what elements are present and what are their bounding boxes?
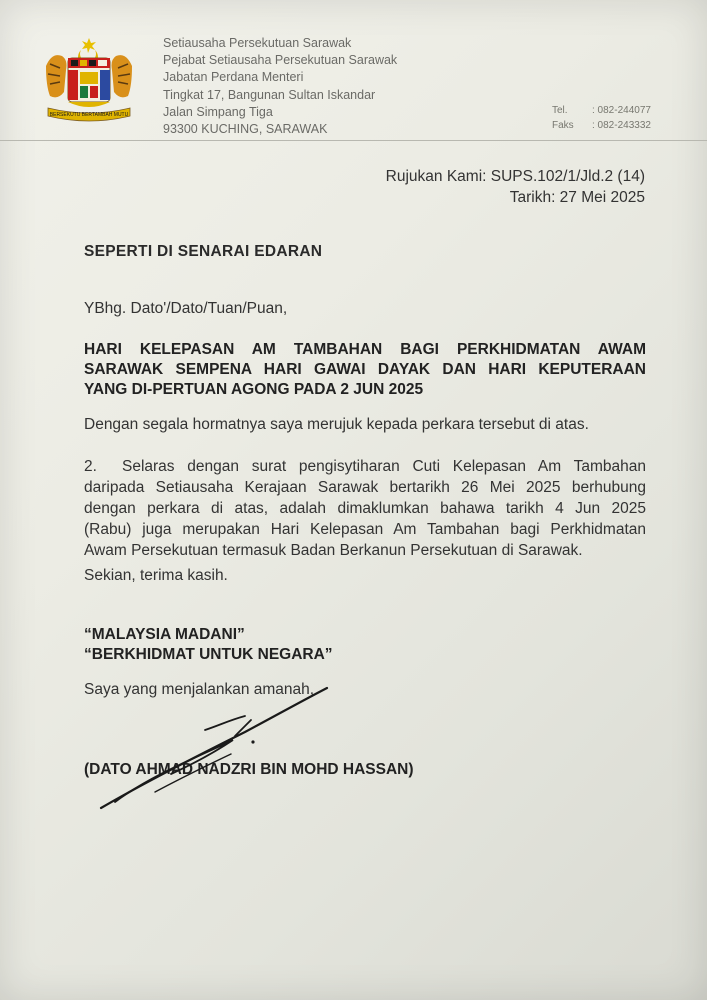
malaysia-coat-of-arms-icon — [38, 36, 140, 122]
reference-number: Rujukan Kami: SUPS.102/1/Jld.2 (14) — [385, 168, 645, 185]
letterhead-line: 93300 KUCHING, SARAWAK — [163, 122, 328, 137]
signer-name: (DATO AHMAD NADZRI BIN MOHD HASSAN) — [84, 761, 414, 778]
letterhead-line: Jalan Simpang Tiga — [163, 104, 273, 119]
paragraph-2-line-1 — [84, 456, 646, 477]
letterhead-divider — [0, 140, 707, 141]
subject-heading — [84, 340, 646, 400]
letterhead-line: Pejabat Setiausaha Persekutuan Sarawak — [163, 53, 398, 68]
closing-line: Sekian, terima kasih. — [84, 567, 228, 584]
crest-motto: BERSEKUTU BERTAMBAH MUTU — [49, 112, 129, 118]
salutation: YBhg. Dato'/Dato/Tuan/Puan, — [84, 300, 288, 317]
paragraph-number: 2. — [84, 458, 97, 475]
handwritten-signature — [95, 680, 355, 820]
paragraph-1: Dengan segala hormatnya saya merujuk kepada perkara tersebut di atas. — [84, 416, 589, 433]
letterhead-line: Setiausaha Persekutuan Sarawak — [163, 36, 352, 50]
fax-label: Faks — [552, 120, 574, 131]
motto-block — [84, 625, 333, 665]
subject-line: HARI KELEPASAN AM TAMBAHAN BAGI PERKHIDMATAN AWAM — [84, 341, 646, 358]
letterhead-contact — [552, 103, 651, 133]
letterhead-line: Tingkat 17, Bangunan Sultan Iskandar — [163, 87, 376, 102]
tel-value: : 082-244077 — [592, 105, 651, 116]
fax-value: : 082-243332 — [592, 120, 651, 131]
reference-block — [386, 166, 645, 208]
motto-line: “BERKHIDMAT UNTUK NEGARA” — [84, 646, 333, 663]
paragraph-2-text: Selaras dengan surat pengisytiharan Cuti Kelepasan Am Tambahan — [122, 458, 646, 475]
paragraph-2-line: Awam Persekutuan termasuk Badan Berkanun Persekutuan di Sarawak. — [84, 542, 583, 559]
subject-line: YANG DI-PERTUAN AGONG PADA 2 JUN 2025 — [84, 381, 424, 398]
paragraph-2-line: (Rabu) juga merupakan Hari Kelepasan Am Tambahan bagi Perkhidmatan — [84, 521, 646, 538]
paragraph-2-line: daripada Setiausaha Kerajaan Sarawak bertarikh 26 Mei 2025 berhubung — [84, 479, 646, 496]
letterhead-address — [163, 35, 397, 138]
paragraph-2 — [84, 456, 646, 561]
tel-label: Tel. — [552, 105, 568, 116]
letterhead-line: Jabatan Perdana Menteri — [163, 70, 304, 85]
paragraph-2-line: dengan perkara di atas, adalah dimaklumkan bahawa tarikh 4 Jun 2025 — [84, 500, 646, 517]
letter-date: Tarikh: 27 Mei 2025 — [509, 189, 645, 206]
subject-line: SARAWAK SEMPENA HARI GAWAI DAYAK DAN HARI KEPUTERAAN — [84, 361, 646, 378]
trust-line: Saya yang menjalankan amanah, — [84, 681, 315, 698]
motto-line: “MALAYSIA MADANI” — [84, 626, 245, 643]
recipient: SEPERTI DI SENARAI EDARAN — [84, 243, 323, 260]
